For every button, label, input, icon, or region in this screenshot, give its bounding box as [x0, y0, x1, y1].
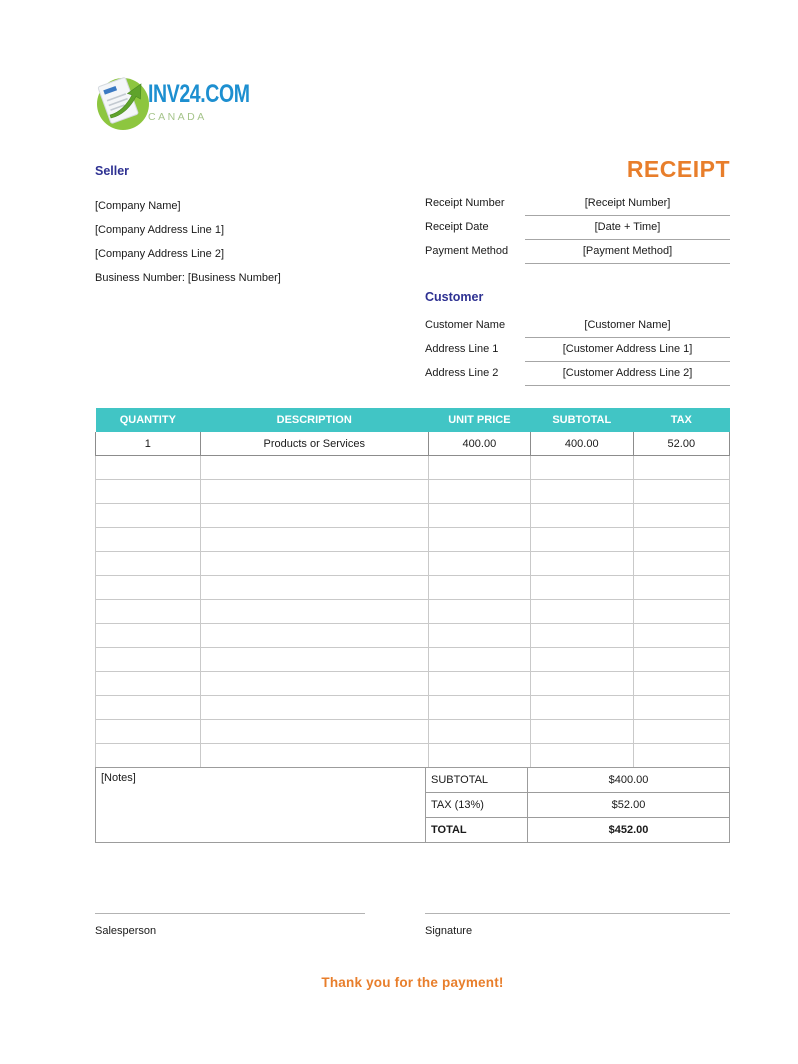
empty-cell: [428, 744, 530, 768]
salesperson-label: Salesperson: [95, 925, 157, 937]
empty-row: [96, 552, 730, 576]
empty-cell: [633, 720, 729, 744]
customer-field-value: [Customer Address Line 1]: [525, 339, 730, 362]
totals-value: $52.00: [611, 799, 646, 811]
item-cell: 400.00: [428, 432, 530, 456]
empty-cell: [200, 696, 428, 720]
empty-cell: [428, 576, 530, 600]
empty-cell: [200, 600, 428, 624]
empty-row: [96, 648, 730, 672]
column-header-subtotal: SUBTOTAL: [530, 408, 633, 432]
empty-cell: [96, 696, 201, 720]
empty-cell: [530, 744, 633, 768]
empty-cell: [428, 456, 530, 480]
empty-cell: [633, 480, 729, 504]
totals-row-subtotal: [426, 768, 729, 793]
empty-cell: [200, 672, 428, 696]
column-header-unit-price: UNIT PRICE: [428, 408, 530, 432]
receipt-fields: [425, 193, 730, 265]
brand-header: [95, 73, 730, 131]
receipt-field-row: [425, 217, 730, 241]
item-cell: Products or Services: [200, 432, 428, 456]
item-cell: 52.00: [633, 432, 729, 456]
item-cell: 1: [96, 432, 201, 456]
empty-cell: [96, 504, 201, 528]
empty-cell: [428, 480, 530, 504]
empty-cell: [633, 696, 729, 720]
empty-cell: [428, 696, 530, 720]
signature-label: Signature: [425, 925, 473, 937]
seller-line: [Company Address Line 1]: [95, 224, 225, 236]
empty-cell: [530, 456, 633, 480]
totals-row-total: [426, 818, 729, 843]
empty-row: [96, 600, 730, 624]
empty-cell: [633, 456, 729, 480]
customer-fields: [425, 315, 730, 387]
empty-cell: [530, 600, 633, 624]
customer-heading: Customer: [425, 290, 484, 304]
empty-cell: [200, 456, 428, 480]
seller-lines: [95, 194, 425, 290]
empty-cell: [530, 504, 633, 528]
seller-heading: Seller: [95, 164, 130, 178]
empty-cell: [200, 504, 428, 528]
empty-cell: [96, 480, 201, 504]
salesperson-block: [95, 913, 365, 939]
seller-line: Business Number: [Business Number]: [95, 272, 281, 284]
item-cell: 400.00: [530, 432, 633, 456]
empty-cell: [200, 744, 428, 768]
receipt-field-row: [425, 193, 730, 217]
empty-cell: [96, 576, 201, 600]
empty-cell: [96, 552, 201, 576]
seller-line: [Company Address Line 2]: [95, 248, 225, 260]
empty-cell: [200, 576, 428, 600]
brand-name: INV24.COM: [148, 80, 250, 108]
signature-block: [425, 913, 730, 939]
empty-cell: [428, 648, 530, 672]
empty-cell: [96, 648, 201, 672]
brand-text: [148, 73, 278, 123]
empty-row: [96, 504, 730, 528]
receipt-field-row: [425, 241, 730, 265]
empty-cell: [633, 744, 729, 768]
empty-row: [96, 696, 730, 720]
empty-cell: [96, 624, 201, 648]
thank-you-message: Thank you for the payment!: [321, 975, 504, 990]
empty-cell: [633, 552, 729, 576]
receipt-field-label: Payment Method: [425, 245, 509, 257]
empty-row: [96, 576, 730, 600]
empty-cell: [530, 624, 633, 648]
notes-box: [95, 768, 425, 843]
customer-field-row: [425, 315, 730, 339]
signature-line: [425, 913, 730, 914]
brand-region: CANADA: [148, 111, 207, 123]
empty-cell: [428, 528, 530, 552]
totals-label: TOTAL: [426, 818, 528, 842]
column-header-description: DESCRIPTION: [200, 408, 428, 432]
empty-cell: [96, 600, 201, 624]
salesperson-line: [95, 913, 365, 914]
totals-label: SUBTOTAL: [426, 768, 528, 792]
empty-cell: [633, 648, 729, 672]
customer-field-row: [425, 339, 730, 363]
receipt-title: RECEIPT: [626, 156, 730, 182]
items-table: [95, 408, 730, 768]
empty-row: [96, 528, 730, 552]
empty-cell: [633, 600, 729, 624]
empty-cell: [200, 720, 428, 744]
empty-row: [96, 624, 730, 648]
empty-cell: [633, 504, 729, 528]
empty-cell: [530, 720, 633, 744]
empty-cell: [428, 672, 530, 696]
empty-cell: [96, 672, 201, 696]
empty-cell: [428, 624, 530, 648]
empty-cell: [428, 600, 530, 624]
empty-row: [96, 744, 730, 768]
customer-block: [425, 291, 730, 387]
empty-cell: [200, 528, 428, 552]
empty-cell: [428, 504, 530, 528]
seller-block: [95, 165, 425, 387]
notes-totals-section: [95, 767, 730, 843]
notes-label: [Notes]: [101, 772, 136, 784]
empty-cell: [200, 624, 428, 648]
item-row: [96, 432, 730, 456]
items-table-header-row: [96, 408, 730, 432]
empty-cell: [633, 576, 729, 600]
receipt-page: [95, 0, 730, 990]
empty-row: [96, 480, 730, 504]
empty-cell: [530, 552, 633, 576]
column-header-quantity: QUANTITY: [96, 408, 201, 432]
empty-cell: [530, 648, 633, 672]
seller-line: [Company Name]: [95, 200, 181, 212]
customer-field-label: Address Line 2: [425, 367, 499, 379]
receipt-field-label: Receipt Date: [425, 221, 489, 233]
totals-label: TAX (13%): [426, 793, 528, 817]
signature-section: [95, 913, 730, 939]
info-section: [95, 156, 730, 387]
totals-box: [425, 768, 730, 843]
empty-cell: [200, 480, 428, 504]
empty-cell: [96, 528, 201, 552]
customer-field-label: Customer Name: [425, 319, 506, 331]
empty-cell: [428, 720, 530, 744]
receipt-block: [425, 156, 730, 387]
empty-cell: [200, 552, 428, 576]
totals-value: $400.00: [608, 774, 649, 786]
customer-field-value: [Customer Address Line 2]: [525, 363, 730, 386]
totals-value: $452.00: [608, 824, 649, 836]
receipt-field-value: [Receipt Number]: [525, 193, 730, 216]
empty-cell: [200, 648, 428, 672]
empty-cell: [633, 528, 729, 552]
empty-cell: [633, 672, 729, 696]
column-header-tax: TAX: [633, 408, 729, 432]
empty-row: [96, 720, 730, 744]
empty-cell: [530, 480, 633, 504]
totals-row-tax-13-: [426, 793, 729, 818]
customer-field-row: [425, 363, 730, 387]
empty-cell: [96, 720, 201, 744]
empty-cell: [96, 456, 201, 480]
empty-cell: [428, 552, 530, 576]
empty-cell: [530, 672, 633, 696]
customer-field-value: [Customer Name]: [525, 315, 730, 338]
receipt-field-value: [Payment Method]: [525, 241, 730, 264]
empty-cell: [633, 624, 729, 648]
empty-cell: [530, 576, 633, 600]
empty-cell: [530, 696, 633, 720]
empty-row: [96, 672, 730, 696]
customer-field-label: Address Line 1: [425, 343, 499, 355]
empty-row: [96, 456, 730, 480]
receipt-field-label: Receipt Number: [425, 197, 505, 209]
empty-cell: [530, 528, 633, 552]
receipt-field-value: [Date + Time]: [525, 217, 730, 240]
empty-cell: [96, 744, 201, 768]
inv24-logo-icon: [95, 73, 153, 131]
